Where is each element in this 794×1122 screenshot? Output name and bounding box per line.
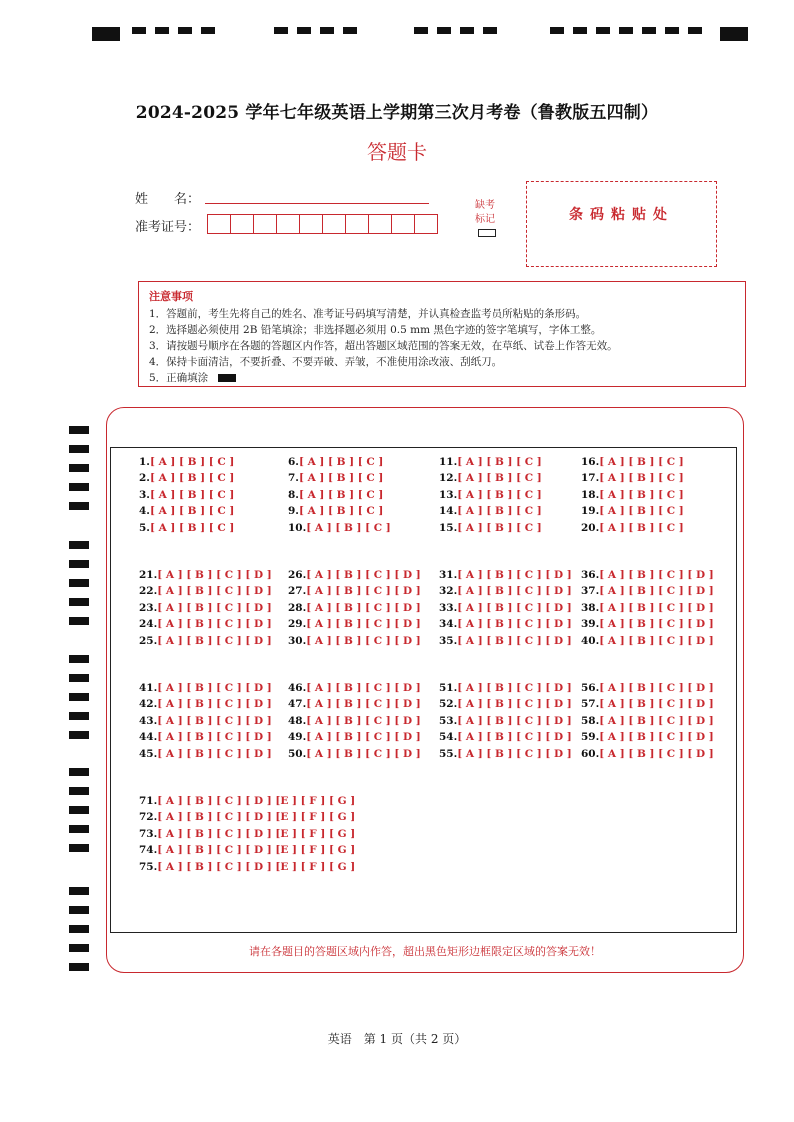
question-59[interactable]	[581, 730, 714, 744]
timing-mark-left	[69, 906, 89, 914]
question-number: 7.	[288, 472, 299, 485]
question-number: 56.	[581, 682, 600, 694]
note-item: 2．选择题必须使用 2B 铅笔填涂；非选择题必须用 0.5 mm 黑色字迹的签字笔填写，字体工整。	[149, 324, 602, 336]
question-49[interactable]	[288, 730, 421, 744]
answer-options[interactable]: [ A ] [ B ] [ C ] [ D ]	[306, 698, 421, 711]
answer-options[interactable]: [ A ] [ B ] [ C ] [ D ] [E ] [ F ] [ G ]	[157, 811, 356, 824]
question-12[interactable]	[439, 471, 542, 485]
answer-options[interactable]: [ A ] [ B ] [ C ]	[149, 521, 235, 534]
question-14[interactable]	[439, 504, 542, 518]
question-number: 60.	[581, 747, 600, 760]
note-item: 3．请按题号顺序在各题的答题区内作答，超出答题区域范围的答案无效，在草纸、试卷上作答无效。	[149, 340, 618, 352]
answer-options[interactable]: [ A ] [ B ] [ C ] [ D ]	[157, 747, 272, 760]
answer-options[interactable]: [ A ] [ B ] [ C ] [ D ]	[157, 601, 272, 614]
timing-mark-top	[414, 27, 428, 34]
question-27[interactable]	[288, 584, 421, 598]
question-number: 9.	[288, 505, 299, 518]
question-13[interactable]	[439, 488, 542, 502]
timing-mark-top	[343, 27, 357, 34]
question-3[interactable]	[139, 488, 234, 502]
question-22[interactable]	[139, 584, 272, 598]
question-34[interactable]	[439, 617, 572, 631]
question-number: 28.	[288, 601, 307, 614]
question-number: 39.	[581, 618, 600, 631]
question-8[interactable]	[288, 488, 383, 502]
timing-mark-left	[69, 502, 89, 510]
note-item: 4．保持卡面清洁，不要折叠、不要弄破、弄皱，不准使用涂改液、刮纸刀。	[149, 356, 503, 368]
timing-mark-left	[69, 693, 89, 701]
timing-mark-left	[69, 768, 89, 776]
timing-mark-top	[619, 27, 633, 34]
answer-options[interactable]: [ A ] [ B ] [ C ] [ D ]	[157, 698, 272, 711]
timing-mark-top	[178, 27, 192, 34]
question-number: 47.	[288, 698, 307, 711]
question-number: 25.	[139, 634, 158, 647]
answer-options[interactable]: [ A ] [ B ] [ C ] [ D ]	[599, 747, 714, 760]
answer-options[interactable]: [ A ] [ B ] [ C ]	[298, 456, 384, 468]
question-number: 8.	[288, 488, 299, 501]
question-19[interactable]	[581, 504, 684, 518]
answer-warning: 请在各题目的答题区域内作答，超出黑色矩形边框限定区域的答案无效！	[249, 945, 601, 958]
answer-options[interactable]: [ A ] [ B ] [ C ]	[149, 488, 235, 501]
id-digit-box[interactable]	[253, 214, 277, 234]
answer-options[interactable]: [ A ] [ B ] [ C ] [ D ]	[157, 569, 272, 581]
question-number: 10.	[288, 521, 307, 534]
question-38[interactable]	[581, 601, 714, 615]
absent-mark-label	[470, 199, 500, 227]
question-60[interactable]	[581, 747, 714, 761]
question-number: 30.	[288, 634, 307, 647]
timing-mark-left	[69, 963, 89, 971]
question-28[interactable]	[288, 601, 421, 615]
question-number: 11.	[439, 456, 458, 468]
timing-mark-left	[69, 712, 89, 720]
id-digit-box[interactable]	[207, 214, 231, 234]
answer-options[interactable]: [ A ] [ B ] [ C ] [ D ]	[457, 714, 572, 727]
answer-options[interactable]: [ A ] [ B ] [ C ] [ D ]	[457, 569, 572, 581]
timing-mark-top	[460, 27, 474, 34]
timing-mark-top	[483, 27, 497, 34]
question-75[interactable]	[139, 860, 355, 874]
answer-options[interactable]: [ A ] [ B ] [ C ]	[599, 472, 684, 485]
question-number: 57.	[581, 698, 600, 711]
question-number: 42.	[139, 698, 158, 711]
question-number: 55.	[439, 747, 458, 760]
timing-mark-left	[69, 655, 89, 663]
answer-options[interactable]: [ A ] [ B ] [ C ] [ D ]	[599, 731, 714, 744]
page-title: 2024-2025 学年七年级英语上学期第三次月考卷（鲁教版五四制）	[135, 103, 659, 123]
timing-mark-top-right	[720, 27, 748, 41]
answer-options[interactable]: [ A ] [ B ] [ C ] [ D ] [E ] [ F ] [ G ]	[157, 827, 356, 840]
answer-options[interactable]: [ A ] [ B ] [ C ]	[599, 488, 684, 501]
question-number: 74.	[139, 844, 158, 857]
answer-options[interactable]: [ A ] [ B ] [ C ]	[457, 521, 542, 534]
answer-options[interactable]: [ A ] [ B ] [ C ]	[457, 488, 542, 501]
answer-options[interactable]: [ A ] [ B ] [ C ] [ D ]	[599, 714, 714, 727]
timing-mark-top	[297, 27, 311, 34]
question-number: 4.	[139, 505, 150, 518]
question-number: 21.	[139, 569, 158, 581]
question-55[interactable]	[439, 747, 572, 761]
timing-mark-top	[596, 27, 610, 34]
answer-options[interactable]: [ A ] [ B ] [ C ] [ D ]	[157, 682, 272, 694]
timing-mark-left	[69, 426, 89, 434]
question-50[interactable]	[288, 747, 421, 761]
id-digit-box[interactable]	[414, 214, 438, 234]
question-37[interactable]	[581, 584, 714, 598]
answer-options[interactable]: [ A ] [ B ] [ C ] [ D ]	[306, 634, 421, 647]
question-number: 29.	[288, 618, 307, 631]
page-subtitle: 答题卡	[367, 140, 427, 164]
absent-mark-box[interactable]	[478, 229, 496, 237]
question-number: 26.	[288, 569, 307, 581]
answer-options[interactable]: [ A ] [ B ] [ C ] [ D ]	[157, 585, 272, 598]
question-16[interactable]	[581, 455, 684, 469]
timing-mark-top	[550, 27, 564, 34]
question-number: 2.	[139, 472, 150, 485]
note-item-correct-fill	[149, 370, 735, 386]
id-digit-box[interactable]	[299, 214, 323, 234]
id-digit-box[interactable]	[391, 214, 415, 234]
answer-options[interactable]: [ A ] [ B ] [ C ]	[457, 456, 542, 468]
answer-options[interactable]: [ A ] [ B ] [ C ] [ D ]	[457, 618, 572, 631]
fill-sample-mark	[218, 374, 236, 382]
timing-mark-top	[665, 27, 679, 34]
question-number: 40.	[581, 634, 600, 647]
question-7[interactable]	[288, 471, 383, 485]
question-31[interactable]	[439, 568, 572, 582]
question-44[interactable]	[139, 730, 272, 744]
question-number: 46.	[288, 682, 307, 694]
question-73[interactable]	[139, 827, 355, 841]
question-58[interactable]	[581, 714, 714, 728]
question-number: 43.	[139, 714, 158, 727]
question-number: 37.	[581, 585, 600, 598]
question-48[interactable]	[288, 714, 421, 728]
question-number: 12.	[439, 472, 458, 485]
timing-mark-top	[642, 27, 656, 34]
question-71[interactable]	[139, 794, 355, 808]
question-number: 34.	[439, 618, 458, 631]
timing-mark-left	[69, 560, 89, 568]
timing-mark-left	[69, 806, 89, 814]
answer-options[interactable]: [ A ] [ B ] [ C ] [ D ]	[457, 585, 572, 598]
absent-label-line2: 标记	[475, 214, 495, 225]
question-26[interactable]	[288, 568, 421, 582]
timing-mark-top	[320, 27, 334, 34]
answer-options[interactable]: [ A ] [ B ] [ C ] [ D ]	[306, 601, 421, 614]
question-72[interactable]	[139, 810, 355, 824]
question-1[interactable]	[139, 455, 234, 469]
answer-options[interactable]: [ A ] [ B ] [ C ] [ D ]	[306, 731, 421, 744]
answer-options[interactable]: [ A ] [ B ] [ C ] [ D ]	[457, 698, 572, 711]
question-56[interactable]	[581, 681, 714, 695]
question-25[interactable]	[139, 634, 272, 648]
question-74[interactable]	[139, 843, 355, 857]
question-47[interactable]	[288, 697, 421, 711]
question-29[interactable]	[288, 617, 421, 631]
question-number: 32.	[439, 585, 458, 598]
timing-mark-top	[132, 27, 146, 34]
timing-mark-left	[69, 887, 89, 895]
answer-options[interactable]: [ A ] [ B ] [ C ]	[599, 456, 684, 468]
question-4[interactable]	[139, 504, 234, 518]
id-digit-box[interactable]	[345, 214, 369, 234]
answer-options[interactable]: [ A ] [ B ] [ C ]	[599, 505, 684, 518]
question-15[interactable]	[439, 521, 542, 535]
timing-mark-left	[69, 944, 89, 952]
answer-options[interactable]: [ A ] [ B ] [ C ] [ D ] [E ] [ F ] [ G ]	[157, 795, 356, 807]
answer-options[interactable]: [ A ] [ B ] [ C ] [ D ]	[599, 698, 714, 711]
answer-options[interactable]: [ A ] [ B ] [ C ]	[149, 472, 235, 485]
question-18[interactable]	[581, 488, 684, 502]
question-number: 17.	[581, 472, 600, 485]
timing-mark-top	[688, 27, 702, 34]
notes-title: 注意事项	[149, 290, 193, 303]
question-number: 33.	[439, 601, 458, 614]
question-number: 15.	[439, 521, 458, 534]
answer-options[interactable]: [ A ] [ B ] [ C ] [ D ]	[157, 731, 272, 744]
question-number: 36.	[581, 569, 600, 581]
question-number: 14.	[439, 505, 458, 518]
timing-mark-left	[69, 674, 89, 682]
question-number: 22.	[139, 585, 158, 598]
question-number: 44.	[139, 731, 158, 744]
question-number: 13.	[439, 488, 458, 501]
question-2[interactable]	[139, 471, 234, 485]
id-digit-box[interactable]	[276, 214, 300, 234]
question-11[interactable]	[439, 455, 542, 469]
question-number: 6.	[288, 456, 299, 468]
timing-mark-left	[69, 541, 89, 549]
question-46[interactable]	[288, 681, 421, 695]
question-number: 18.	[581, 488, 600, 501]
answer-options[interactable]: [ A ] [ B ] [ C ] [ D ]	[457, 731, 572, 744]
answer-options[interactable]: [ A ] [ B ] [ C ]	[149, 456, 235, 468]
question-35[interactable]	[439, 634, 572, 648]
question-40[interactable]	[581, 634, 714, 648]
question-number: 45.	[139, 747, 158, 760]
question-number: 51.	[439, 682, 458, 694]
question-number: 71.	[139, 795, 158, 807]
answer-options[interactable]: [ A ] [ B ] [ C ] [ D ]	[157, 634, 272, 647]
answer-options[interactable]: [ A ] [ B ] [ C ] [ D ]	[157, 618, 272, 631]
question-45[interactable]	[139, 747, 272, 761]
answer-options[interactable]: [ A ] [ B ] [ C ] [ D ]	[306, 714, 421, 727]
question-number: 75.	[139, 860, 158, 873]
question-number: 54.	[439, 731, 458, 744]
question-24[interactable]	[139, 617, 272, 631]
answer-options[interactable]: [ A ] [ B ] [ C ]	[298, 472, 384, 485]
answer-options[interactable]: [ A ] [ B ] [ C ]	[599, 521, 684, 534]
answer-options[interactable]: [ A ] [ B ] [ C ] [ D ] [E ] [ F ] [ G ]	[157, 860, 356, 873]
question-6[interactable]	[288, 455, 383, 469]
note-item: 1．答题前，考生先将自己的姓名、准考证号码填写清楚，并认真检查监考员所粘贴的条形码。	[149, 308, 587, 320]
answer-options[interactable]: [ A ] [ B ] [ C ] [ D ]	[599, 601, 714, 614]
timing-mark-left	[69, 844, 89, 852]
notes-box	[138, 281, 746, 387]
question-number: 3.	[139, 488, 150, 501]
question-number: 49.	[288, 731, 307, 744]
page-footer: 英语 第 1 页（共 2 页）	[327, 1032, 467, 1046]
question-42[interactable]	[139, 697, 272, 711]
question-number: 38.	[581, 601, 600, 614]
timing-mark-left	[69, 617, 89, 625]
question-17[interactable]	[581, 471, 684, 485]
answer-options[interactable]: [ A ] [ B ] [ C ]	[457, 472, 542, 485]
question-23[interactable]	[139, 601, 272, 615]
answer-options[interactable]: [ A ] [ B ] [ C ]	[306, 521, 391, 534]
question-number: 73.	[139, 827, 158, 840]
timing-mark-top	[155, 27, 169, 34]
note-item-text: 5．正确填涂	[149, 372, 209, 384]
answer-options[interactable]: [ A ] [ B ] [ C ] [ D ]	[599, 569, 714, 581]
answer-options[interactable]: [ A ] [ B ] [ C ] [ D ]	[599, 682, 714, 694]
question-5[interactable]	[139, 521, 234, 535]
question-41[interactable]	[139, 681, 272, 695]
question-30[interactable]	[288, 634, 421, 648]
answer-options[interactable]: [ A ] [ B ] [ C ] [ D ]	[457, 601, 572, 614]
question-number: 48.	[288, 714, 307, 727]
timing-mark-top	[573, 27, 587, 34]
question-number: 31.	[439, 569, 458, 581]
question-21[interactable]	[139, 568, 272, 582]
question-number: 24.	[139, 618, 158, 631]
answer-options[interactable]: [ A ] [ B ] [ C ] [ D ]	[306, 747, 421, 760]
timing-mark-left	[69, 731, 89, 739]
answer-options[interactable]: [ A ] [ B ] [ C ] [ D ]	[599, 618, 714, 631]
id-label: 准考证号：	[135, 220, 201, 235]
timing-mark-top	[201, 27, 215, 34]
id-digit-box[interactable]	[322, 214, 346, 234]
answer-options[interactable]: [ A ] [ B ] [ C ] [ D ]	[306, 618, 421, 631]
question-52[interactable]	[439, 697, 572, 711]
question-33[interactable]	[439, 601, 572, 615]
question-number: 19.	[581, 505, 600, 518]
question-number: 52.	[439, 698, 458, 711]
absent-label-line1: 缺考	[475, 200, 495, 211]
answer-options[interactable]: [ A ] [ B ] [ C ]	[149, 505, 235, 518]
question-10[interactable]	[288, 521, 391, 535]
timing-mark-top-left	[92, 27, 120, 41]
answer-options[interactable]: [ A ] [ B ] [ C ] [ D ]	[457, 747, 572, 760]
timing-mark-left	[69, 925, 89, 933]
question-number: 5.	[139, 521, 150, 534]
answer-options[interactable]: [ A ] [ B ] [ C ] [ D ]	[599, 634, 714, 647]
barcode-area	[526, 181, 717, 267]
answer-options[interactable]: [ A ] [ B ] [ C ] [ D ]	[306, 569, 421, 581]
question-number: 20.	[581, 521, 600, 534]
timing-mark-left	[69, 787, 89, 795]
timing-mark-left	[69, 579, 89, 587]
answer-options[interactable]: [ A ] [ B ] [ C ] [ D ]	[599, 585, 714, 598]
question-number: 53.	[439, 714, 458, 727]
timing-mark-left	[69, 464, 89, 472]
question-number: 35.	[439, 634, 458, 647]
question-54[interactable]	[439, 730, 572, 744]
question-number: 59.	[581, 731, 600, 744]
answer-options[interactable]: [ A ] [ B ] [ C ] [ D ]	[306, 682, 421, 694]
answer-options[interactable]: [ A ] [ B ] [ C ] [ D ]	[157, 714, 272, 727]
name-label: 姓 名：	[135, 192, 201, 207]
question-20[interactable]	[581, 521, 684, 535]
answer-options[interactable]: [ A ] [ B ] [ C ] [ D ] [E ] [ F ] [ G ]	[157, 844, 356, 857]
answer-options[interactable]: [ A ] [ B ] [ C ] [ D ]	[457, 682, 572, 694]
question-32[interactable]	[439, 584, 572, 598]
question-number: 58.	[581, 714, 600, 727]
id-digit-box[interactable]	[368, 214, 392, 234]
question-39[interactable]	[581, 617, 714, 631]
answer-options[interactable]: [ A ] [ B ] [ C ]	[298, 488, 384, 501]
question-number: 1.	[139, 456, 150, 468]
question-number: 72.	[139, 811, 158, 824]
timing-mark-left	[69, 598, 89, 606]
id-digit-box[interactable]	[230, 214, 254, 234]
question-number: 16.	[581, 456, 600, 468]
answer-options[interactable]: [ A ] [ B ] [ C ] [ D ]	[306, 585, 421, 598]
question-number: 50.	[288, 747, 307, 760]
question-53[interactable]	[439, 714, 572, 728]
question-number: 23.	[139, 601, 158, 614]
answer-options[interactable]: [ A ] [ B ] [ C ]	[298, 505, 384, 518]
question-36[interactable]	[581, 568, 714, 582]
answer-options[interactable]: [ A ] [ B ] [ C ]	[457, 505, 542, 518]
question-51[interactable]	[439, 681, 572, 695]
timing-mark-left	[69, 825, 89, 833]
answer-options[interactable]: [ A ] [ B ] [ C ] [ D ]	[457, 634, 572, 647]
name-field[interactable]	[205, 203, 429, 204]
question-number: 41.	[139, 682, 158, 694]
question-number: 27.	[288, 585, 307, 598]
id-number-boxes[interactable]	[208, 214, 438, 234]
timing-mark-left	[69, 483, 89, 491]
question-9[interactable]	[288, 504, 383, 518]
timing-mark-top	[437, 27, 451, 34]
timing-mark-left	[69, 445, 89, 453]
barcode-label: 条码粘贴处	[569, 207, 674, 223]
question-57[interactable]	[581, 697, 714, 711]
question-43[interactable]	[139, 714, 272, 728]
timing-mark-top	[274, 27, 288, 34]
